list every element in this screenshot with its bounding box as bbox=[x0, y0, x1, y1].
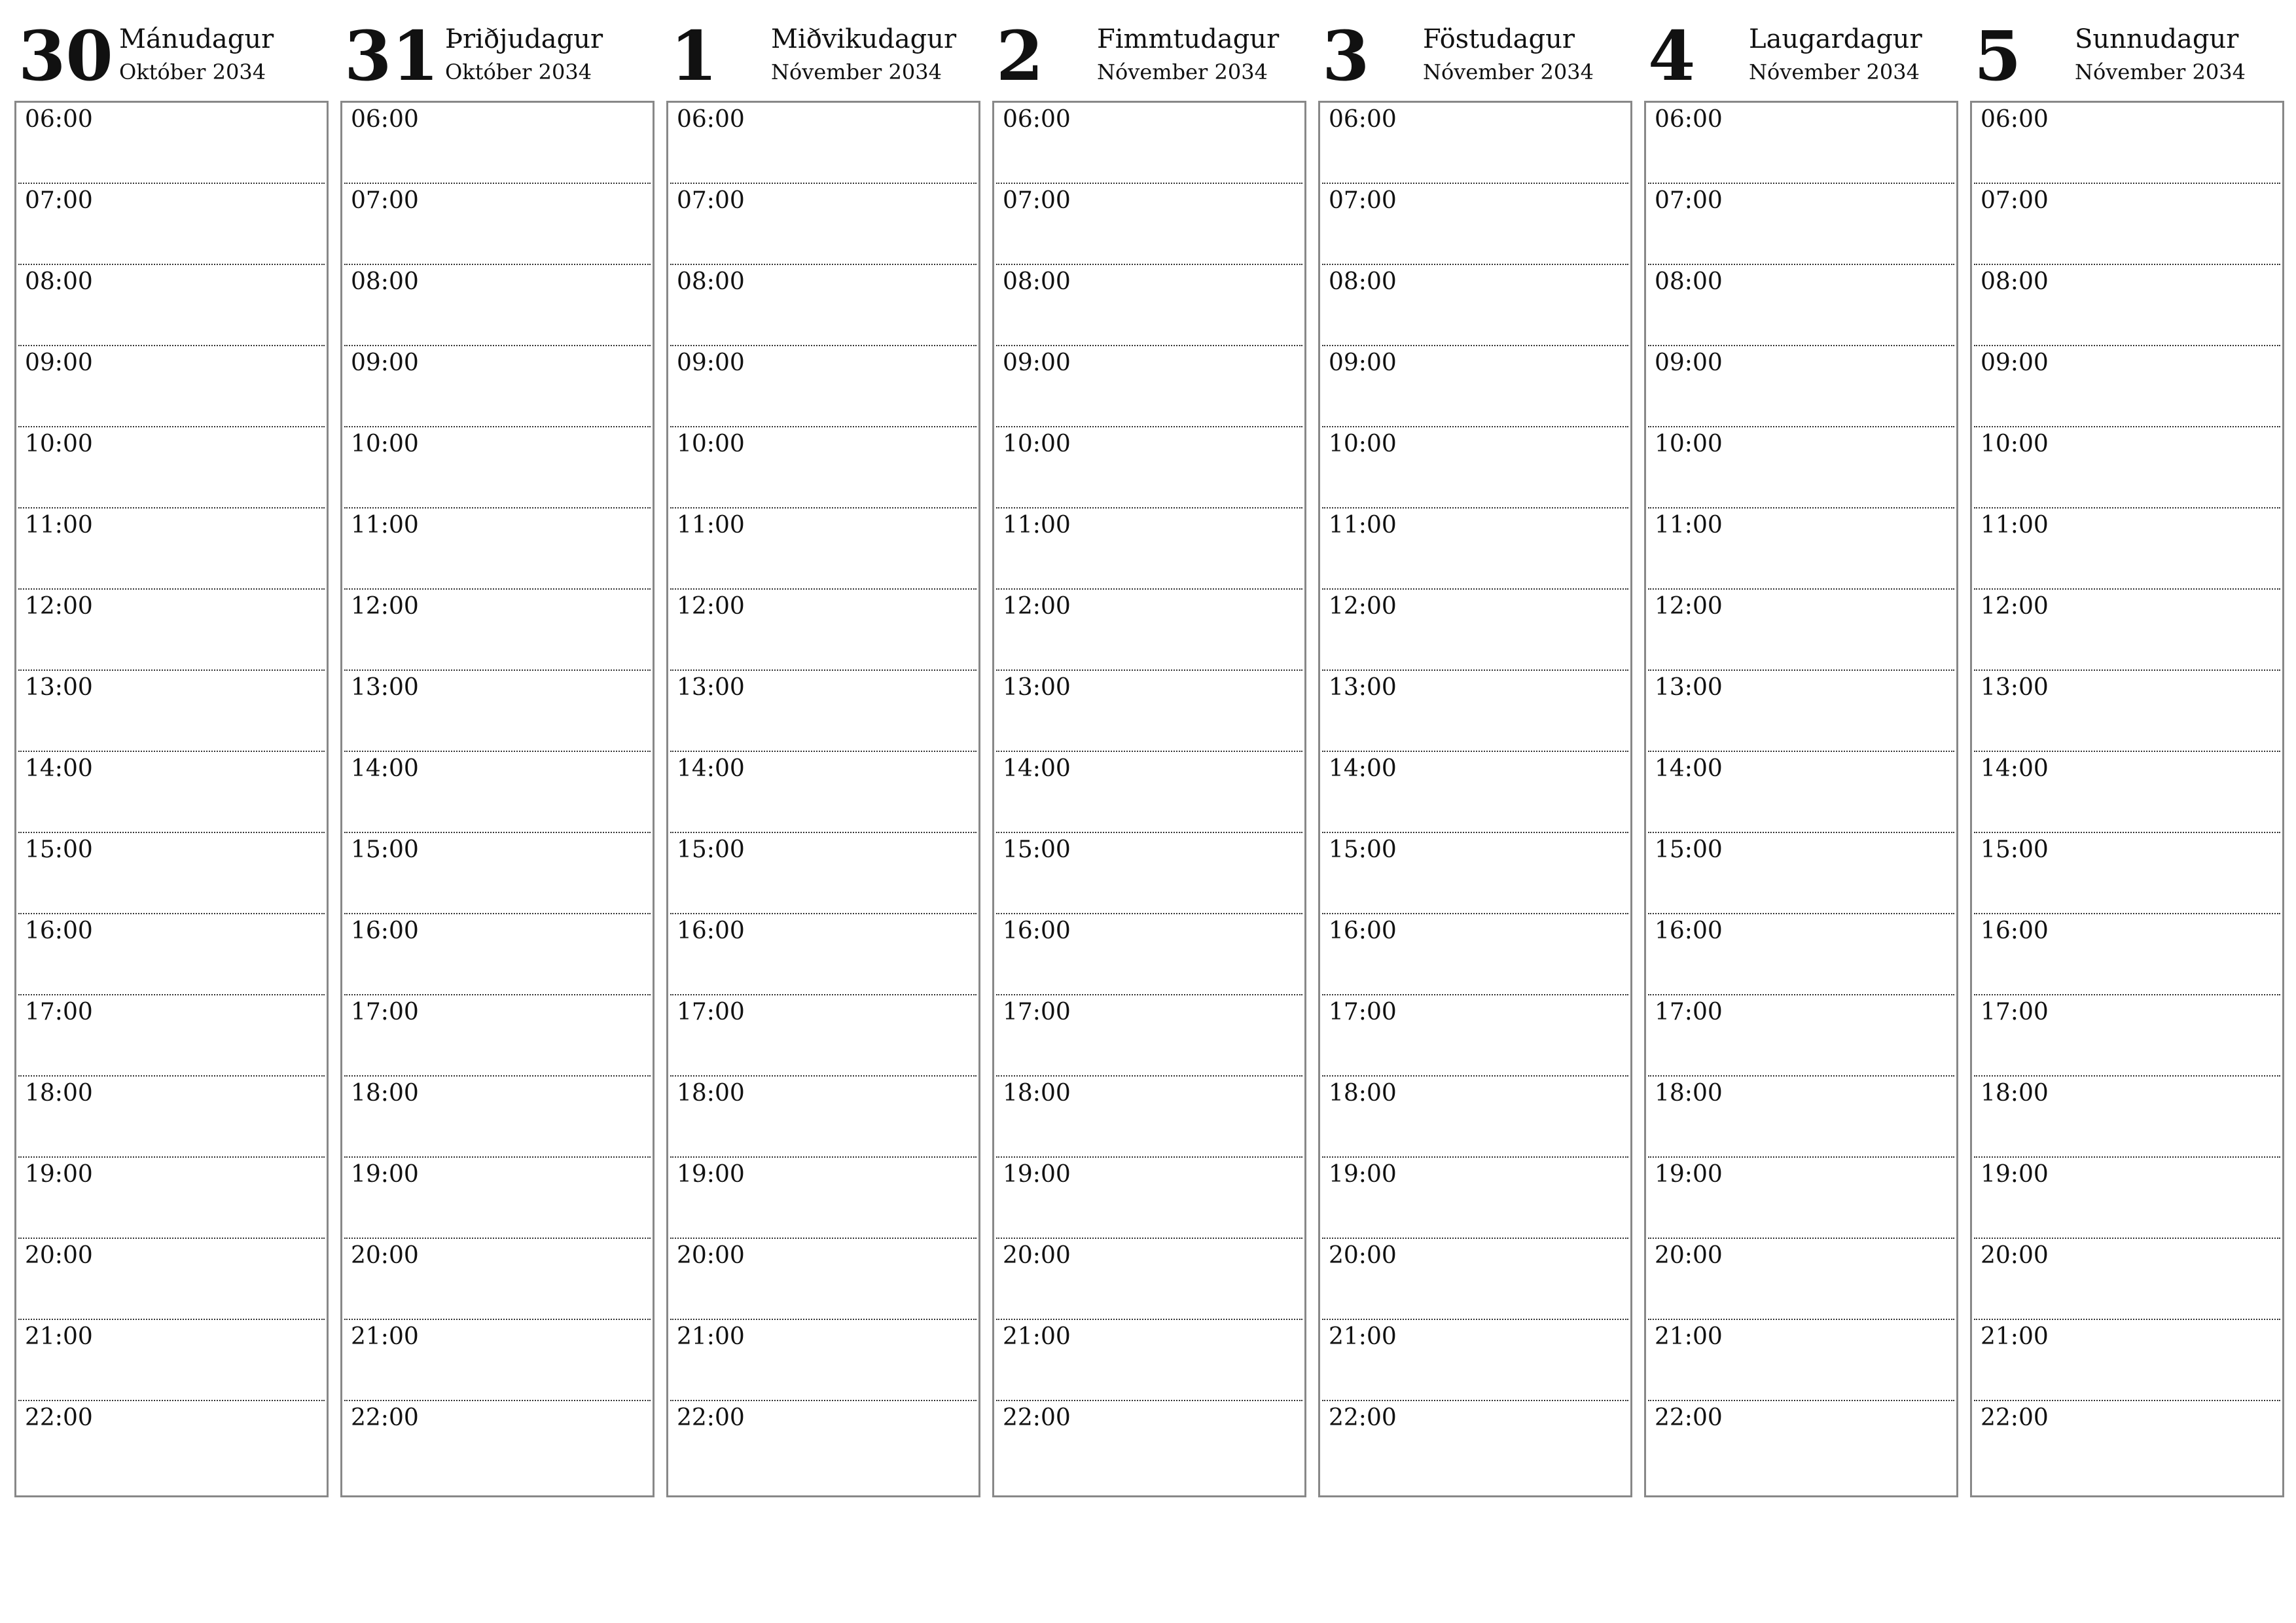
hour-label: 09:00 bbox=[677, 349, 745, 376]
hour-slot[interactable] bbox=[670, 184, 977, 265]
hour-slot[interactable] bbox=[1974, 752, 2280, 833]
hour-slot[interactable] bbox=[1648, 995, 1954, 1077]
hour-label: 09:00 bbox=[351, 349, 419, 376]
hour-slot[interactable] bbox=[18, 833, 325, 914]
hour-label: 13:00 bbox=[351, 674, 419, 701]
hour-slot[interactable] bbox=[670, 508, 977, 590]
hour-slot[interactable] bbox=[996, 1158, 1302, 1239]
hour-label: 21:00 bbox=[351, 1323, 419, 1350]
hour-slot[interactable] bbox=[1322, 508, 1628, 590]
day-name: Fimmtudagur bbox=[1097, 24, 1280, 54]
hour-slot[interactable] bbox=[670, 1158, 977, 1239]
hour-label: 07:00 bbox=[1981, 187, 2049, 214]
day-number: 4 bbox=[1648, 16, 1696, 96]
hour-slot[interactable] bbox=[1648, 1320, 1954, 1401]
hour-slot[interactable] bbox=[996, 103, 1302, 184]
hour-label: 18:00 bbox=[1655, 1080, 1723, 1107]
hour-label: 07:00 bbox=[677, 187, 745, 214]
hour-slot[interactable] bbox=[344, 914, 651, 995]
hour-label: 22:00 bbox=[1655, 1404, 1723, 1431]
day-month-year: Nóvember 2034 bbox=[1423, 60, 1594, 84]
hour-slot[interactable] bbox=[18, 671, 325, 752]
hour-slot[interactable] bbox=[1322, 752, 1628, 833]
hour-slot[interactable] bbox=[344, 1077, 651, 1158]
hour-slot[interactable] bbox=[1322, 1401, 1628, 1488]
day-month-year: Október 2034 bbox=[445, 60, 592, 84]
hour-slot[interactable] bbox=[1322, 671, 1628, 752]
day-header bbox=[1970, 16, 2283, 99]
hour-label: 13:00 bbox=[1003, 674, 1071, 701]
hour-slot[interactable] bbox=[18, 1239, 325, 1320]
hour-label: 16:00 bbox=[1329, 918, 1397, 944]
hour-slot[interactable] bbox=[670, 1401, 977, 1488]
hour-slot[interactable] bbox=[1322, 103, 1628, 184]
hour-label: 18:00 bbox=[677, 1080, 745, 1107]
hour-grid bbox=[992, 101, 1306, 1497]
day-column bbox=[1970, 16, 2283, 1431]
hour-slot[interactable] bbox=[1648, 1077, 1954, 1158]
hour-label: 15:00 bbox=[1329, 836, 1397, 863]
hour-label: 21:00 bbox=[1329, 1323, 1397, 1350]
hour-label: 15:00 bbox=[351, 836, 419, 863]
hour-label: 11:00 bbox=[25, 512, 93, 539]
hour-label: 16:00 bbox=[1981, 918, 2049, 944]
hour-slot[interactable] bbox=[1648, 427, 1954, 508]
hour-label: 18:00 bbox=[1329, 1080, 1397, 1107]
hour-label: 21:00 bbox=[1981, 1323, 2049, 1350]
hour-slot[interactable] bbox=[1648, 265, 1954, 346]
hour-slot[interactable] bbox=[670, 833, 977, 914]
hour-label: 17:00 bbox=[1329, 999, 1397, 1026]
hour-slot[interactable] bbox=[996, 995, 1302, 1077]
hour-slot[interactable] bbox=[1648, 1239, 1954, 1320]
hour-slot[interactable] bbox=[670, 265, 977, 346]
hour-label: 11:00 bbox=[1329, 512, 1397, 539]
hour-slot[interactable] bbox=[344, 752, 651, 833]
hour-slot[interactable] bbox=[1974, 671, 2280, 752]
hour-slot[interactable] bbox=[1322, 914, 1628, 995]
hour-label: 07:00 bbox=[1003, 187, 1071, 214]
hour-slot[interactable] bbox=[1322, 427, 1628, 508]
hour-slot[interactable] bbox=[1648, 1158, 1954, 1239]
hour-slot[interactable] bbox=[344, 590, 651, 671]
day-name: Föstudagur bbox=[1423, 24, 1575, 54]
hour-label: 17:00 bbox=[677, 999, 745, 1026]
hour-label: 06:00 bbox=[1003, 106, 1071, 133]
hour-label: 11:00 bbox=[1981, 512, 2049, 539]
hour-slot[interactable] bbox=[670, 1077, 977, 1158]
hour-label: 06:00 bbox=[1981, 106, 2049, 133]
hour-label: 08:00 bbox=[25, 268, 93, 295]
hour-label: 20:00 bbox=[351, 1242, 419, 1269]
hour-slot[interactable] bbox=[1974, 427, 2280, 508]
day-header bbox=[340, 16, 653, 99]
day-column bbox=[340, 16, 653, 1431]
hour-slot[interactable] bbox=[996, 1077, 1302, 1158]
hour-slot[interactable] bbox=[1648, 508, 1954, 590]
hour-slot[interactable] bbox=[1974, 508, 2280, 590]
hour-label: 10:00 bbox=[1003, 431, 1071, 457]
hour-label: 15:00 bbox=[25, 836, 93, 863]
hour-label: 18:00 bbox=[25, 1080, 93, 1107]
hour-slot[interactable] bbox=[1648, 752, 1954, 833]
hour-slot[interactable] bbox=[670, 1320, 977, 1401]
hour-slot[interactable] bbox=[344, 1239, 651, 1320]
hour-label: 12:00 bbox=[1329, 593, 1397, 620]
hour-label: 09:00 bbox=[1655, 349, 1723, 376]
hour-label: 20:00 bbox=[1981, 1242, 2049, 1269]
hour-label: 15:00 bbox=[677, 836, 745, 863]
hour-label: 06:00 bbox=[677, 106, 745, 133]
hour-label: 22:00 bbox=[25, 1404, 93, 1431]
hour-slot[interactable] bbox=[18, 1320, 325, 1401]
hour-label: 16:00 bbox=[25, 918, 93, 944]
hour-label: 20:00 bbox=[1329, 1242, 1397, 1269]
hour-slot[interactable] bbox=[996, 265, 1302, 346]
hour-slot[interactable] bbox=[344, 346, 651, 427]
hour-label: 17:00 bbox=[1655, 999, 1723, 1026]
hour-slot[interactable] bbox=[670, 671, 977, 752]
hour-grid bbox=[1644, 101, 1958, 1497]
hour-label: 14:00 bbox=[1655, 755, 1723, 782]
hour-label: 06:00 bbox=[1329, 106, 1397, 133]
hour-slot[interactable] bbox=[1648, 103, 1954, 184]
day-number: 3 bbox=[1322, 16, 1370, 96]
hour-slot[interactable] bbox=[18, 346, 325, 427]
hour-label: 22:00 bbox=[1981, 1404, 2049, 1431]
hour-slot[interactable] bbox=[1974, 1401, 2280, 1488]
hour-label: 10:00 bbox=[1981, 431, 2049, 457]
hour-label: 20:00 bbox=[1003, 1242, 1071, 1269]
hour-label: 19:00 bbox=[25, 1161, 93, 1188]
day-month-year: Október 2034 bbox=[119, 60, 266, 84]
hour-slot[interactable] bbox=[344, 508, 651, 590]
hour-slot[interactable] bbox=[996, 346, 1302, 427]
day-name: Laugardagur bbox=[1749, 24, 1922, 54]
hour-slot[interactable] bbox=[1974, 995, 2280, 1077]
day-month-year: Nóvember 2034 bbox=[1749, 60, 1920, 84]
hour-slot[interactable] bbox=[1974, 346, 2280, 427]
hour-label: 12:00 bbox=[1003, 593, 1071, 620]
hour-label: 19:00 bbox=[351, 1161, 419, 1188]
hour-slot[interactable] bbox=[18, 590, 325, 671]
hour-label: 08:00 bbox=[1655, 268, 1723, 295]
hour-slot[interactable] bbox=[996, 508, 1302, 590]
hour-slot[interactable] bbox=[1974, 1239, 2280, 1320]
hour-label: 07:00 bbox=[351, 187, 419, 214]
hour-label: 19:00 bbox=[1981, 1161, 2049, 1188]
hour-slot[interactable] bbox=[670, 752, 977, 833]
hour-label: 12:00 bbox=[1981, 593, 2049, 620]
day-month-year: Nóvember 2034 bbox=[771, 60, 942, 84]
hour-slot[interactable] bbox=[996, 833, 1302, 914]
hour-label: 19:00 bbox=[1655, 1161, 1723, 1188]
day-number: 31 bbox=[344, 16, 439, 96]
hour-label: 09:00 bbox=[1003, 349, 1071, 376]
hour-slot[interactable] bbox=[670, 995, 977, 1077]
day-header bbox=[1318, 16, 1631, 99]
hour-label: 15:00 bbox=[1655, 836, 1723, 863]
hour-label: 10:00 bbox=[677, 431, 745, 457]
day-column bbox=[14, 16, 327, 1431]
hour-label: 11:00 bbox=[1003, 512, 1071, 539]
hour-slot[interactable] bbox=[1648, 346, 1954, 427]
hour-slot[interactable] bbox=[996, 1320, 1302, 1401]
hour-label: 20:00 bbox=[25, 1242, 93, 1269]
hour-slot[interactable] bbox=[18, 752, 325, 833]
hour-label: 15:00 bbox=[1003, 836, 1071, 863]
hour-label: 16:00 bbox=[1003, 918, 1071, 944]
hour-slot[interactable] bbox=[1322, 1239, 1628, 1320]
hour-label: 08:00 bbox=[351, 268, 419, 295]
hour-label: 10:00 bbox=[351, 431, 419, 457]
hour-slot[interactable] bbox=[1974, 103, 2280, 184]
hour-slot[interactable] bbox=[996, 1239, 1302, 1320]
hour-grid bbox=[14, 101, 329, 1497]
hour-label: 20:00 bbox=[677, 1242, 745, 1269]
hour-slot[interactable] bbox=[1648, 1401, 1954, 1488]
hour-slot[interactable] bbox=[1322, 1158, 1628, 1239]
hour-slot[interactable] bbox=[996, 752, 1302, 833]
hour-label: 10:00 bbox=[1655, 431, 1723, 457]
hour-label: 06:00 bbox=[1655, 106, 1723, 133]
hour-label: 08:00 bbox=[677, 268, 745, 295]
hour-slot[interactable] bbox=[18, 1401, 325, 1488]
day-number: 2 bbox=[996, 16, 1044, 96]
hour-slot[interactable] bbox=[1322, 833, 1628, 914]
hour-grid bbox=[666, 101, 980, 1497]
hour-label: 13:00 bbox=[1329, 674, 1397, 701]
hour-grid bbox=[1970, 101, 2284, 1497]
hour-slot[interactable] bbox=[1648, 590, 1954, 671]
hour-label: 12:00 bbox=[25, 593, 93, 620]
hour-slot[interactable] bbox=[670, 914, 977, 995]
hour-slot[interactable] bbox=[18, 508, 325, 590]
day-name: Miðvikudagur bbox=[771, 24, 957, 54]
hour-label: 10:00 bbox=[1329, 431, 1397, 457]
day-header bbox=[1644, 16, 1957, 99]
hour-label: 08:00 bbox=[1003, 268, 1071, 295]
hour-slot[interactable] bbox=[1322, 1077, 1628, 1158]
hour-label: 13:00 bbox=[677, 674, 745, 701]
day-month-year: Nóvember 2034 bbox=[2075, 60, 2246, 84]
hour-slot[interactable] bbox=[996, 427, 1302, 508]
hour-slot[interactable] bbox=[670, 427, 977, 508]
hour-label: 21:00 bbox=[25, 1323, 93, 1350]
hour-slot[interactable] bbox=[344, 265, 651, 346]
hour-label: 14:00 bbox=[1329, 755, 1397, 782]
hour-slot[interactable] bbox=[344, 103, 651, 184]
hour-slot[interactable] bbox=[18, 265, 325, 346]
hour-slot[interactable] bbox=[996, 671, 1302, 752]
hour-label: 06:00 bbox=[25, 106, 93, 133]
day-name: Sunnudagur bbox=[2075, 24, 2239, 54]
hour-label: 07:00 bbox=[25, 187, 93, 214]
hour-slot[interactable] bbox=[344, 995, 651, 1077]
day-column bbox=[992, 16, 1305, 1431]
hour-label: 09:00 bbox=[25, 349, 93, 376]
day-number: 5 bbox=[1974, 16, 2022, 96]
hour-slot[interactable] bbox=[1648, 833, 1954, 914]
hour-slot[interactable] bbox=[1974, 590, 2280, 671]
hour-label: 16:00 bbox=[1655, 918, 1723, 944]
day-column bbox=[1318, 16, 1631, 1431]
hour-slot[interactable] bbox=[1322, 1320, 1628, 1401]
hour-label: 13:00 bbox=[1981, 674, 2049, 701]
hour-slot[interactable] bbox=[1974, 914, 2280, 995]
hour-slot[interactable] bbox=[344, 1320, 651, 1401]
day-column bbox=[666, 16, 979, 1431]
hour-slot[interactable] bbox=[1974, 265, 2280, 346]
hour-label: 18:00 bbox=[1981, 1080, 2049, 1107]
hour-label: 14:00 bbox=[1003, 755, 1071, 782]
day-name: Mánudagur bbox=[119, 24, 274, 54]
hour-label: 11:00 bbox=[1655, 512, 1723, 539]
hour-label: 16:00 bbox=[351, 918, 419, 944]
hour-slot[interactable] bbox=[344, 1401, 651, 1488]
hour-slot[interactable] bbox=[1974, 1077, 2280, 1158]
day-header bbox=[992, 16, 1305, 99]
hour-label: 19:00 bbox=[677, 1161, 745, 1188]
hour-label: 17:00 bbox=[1981, 999, 2049, 1026]
hour-label: 19:00 bbox=[1003, 1161, 1071, 1188]
hour-slot[interactable] bbox=[1322, 265, 1628, 346]
hour-label: 08:00 bbox=[1329, 268, 1397, 295]
hour-slot[interactable] bbox=[18, 1158, 325, 1239]
hour-label: 14:00 bbox=[25, 755, 93, 782]
hour-slot[interactable] bbox=[1974, 184, 2280, 265]
day-name: Þriðjudagur bbox=[445, 24, 603, 54]
hour-label: 08:00 bbox=[1981, 268, 2049, 295]
day-column bbox=[1644, 16, 1957, 1431]
hour-slot[interactable] bbox=[1974, 1158, 2280, 1239]
hour-slot[interactable] bbox=[18, 1077, 325, 1158]
hour-label: 14:00 bbox=[677, 755, 745, 782]
hour-label: 12:00 bbox=[351, 593, 419, 620]
hour-label: 19:00 bbox=[1329, 1161, 1397, 1188]
hour-label: 22:00 bbox=[351, 1404, 419, 1431]
hour-slot[interactable] bbox=[1648, 914, 1954, 995]
hour-label: 15:00 bbox=[1981, 836, 2049, 863]
day-number: 30 bbox=[18, 16, 113, 96]
hour-label: 07:00 bbox=[1329, 187, 1397, 214]
hour-slot[interactable] bbox=[670, 103, 977, 184]
hour-label: 21:00 bbox=[677, 1323, 745, 1350]
hour-slot[interactable] bbox=[344, 1158, 651, 1239]
hour-label: 22:00 bbox=[1003, 1404, 1071, 1431]
hour-slot[interactable] bbox=[996, 590, 1302, 671]
hour-label: 22:00 bbox=[1329, 1404, 1397, 1431]
day-header bbox=[14, 16, 327, 99]
hour-slot[interactable] bbox=[1648, 671, 1954, 752]
hour-slot[interactable] bbox=[670, 346, 977, 427]
hour-slot[interactable] bbox=[1974, 1320, 2280, 1401]
hour-label: 17:00 bbox=[1003, 999, 1071, 1026]
hour-label: 09:00 bbox=[1329, 349, 1397, 376]
hour-slot[interactable] bbox=[344, 833, 651, 914]
hour-label: 20:00 bbox=[1655, 1242, 1723, 1269]
hour-slot[interactable] bbox=[670, 590, 977, 671]
hour-label: 16:00 bbox=[677, 918, 745, 944]
day-number: 1 bbox=[670, 16, 718, 96]
hour-grid bbox=[340, 101, 655, 1497]
hour-label: 11:00 bbox=[677, 512, 745, 539]
hour-slot[interactable] bbox=[1974, 833, 2280, 914]
hour-label: 21:00 bbox=[1003, 1323, 1071, 1350]
hour-slot[interactable] bbox=[1322, 995, 1628, 1077]
hour-slot[interactable] bbox=[18, 995, 325, 1077]
hour-label: 11:00 bbox=[351, 512, 419, 539]
hour-label: 13:00 bbox=[25, 674, 93, 701]
hour-slot[interactable] bbox=[344, 671, 651, 752]
hour-slot[interactable] bbox=[1322, 590, 1628, 671]
hour-label: 18:00 bbox=[1003, 1080, 1071, 1107]
hour-slot[interactable] bbox=[18, 103, 325, 184]
hour-label: 06:00 bbox=[351, 106, 419, 133]
hour-label: 21:00 bbox=[1655, 1323, 1723, 1350]
hour-slot[interactable] bbox=[1648, 184, 1954, 265]
hour-slot[interactable] bbox=[1322, 184, 1628, 265]
hour-slot[interactable] bbox=[18, 184, 325, 265]
hour-slot[interactable] bbox=[996, 914, 1302, 995]
hour-label: 14:00 bbox=[351, 755, 419, 782]
hour-slot[interactable] bbox=[344, 184, 651, 265]
hour-label: 10:00 bbox=[25, 431, 93, 457]
hour-label: 17:00 bbox=[351, 999, 419, 1026]
hour-label: 18:00 bbox=[351, 1080, 419, 1107]
hour-label: 09:00 bbox=[1981, 349, 2049, 376]
hour-slot[interactable] bbox=[1322, 346, 1628, 427]
hour-slot[interactable] bbox=[18, 914, 325, 995]
hour-label: 22:00 bbox=[677, 1404, 745, 1431]
hour-label: 12:00 bbox=[677, 593, 745, 620]
hour-grid bbox=[1318, 101, 1632, 1497]
hour-label: 13:00 bbox=[1655, 674, 1723, 701]
hour-slot[interactable] bbox=[18, 427, 325, 508]
hour-slot[interactable] bbox=[670, 1239, 977, 1320]
day-header bbox=[666, 16, 979, 99]
hour-slot[interactable] bbox=[996, 1401, 1302, 1488]
hour-label: 14:00 bbox=[1981, 755, 2049, 782]
hour-label: 17:00 bbox=[25, 999, 93, 1026]
hour-label: 07:00 bbox=[1655, 187, 1723, 214]
hour-slot[interactable] bbox=[996, 184, 1302, 265]
hour-slot[interactable] bbox=[344, 427, 651, 508]
hour-label: 12:00 bbox=[1655, 593, 1723, 620]
day-month-year: Nóvember 2034 bbox=[1097, 60, 1268, 84]
